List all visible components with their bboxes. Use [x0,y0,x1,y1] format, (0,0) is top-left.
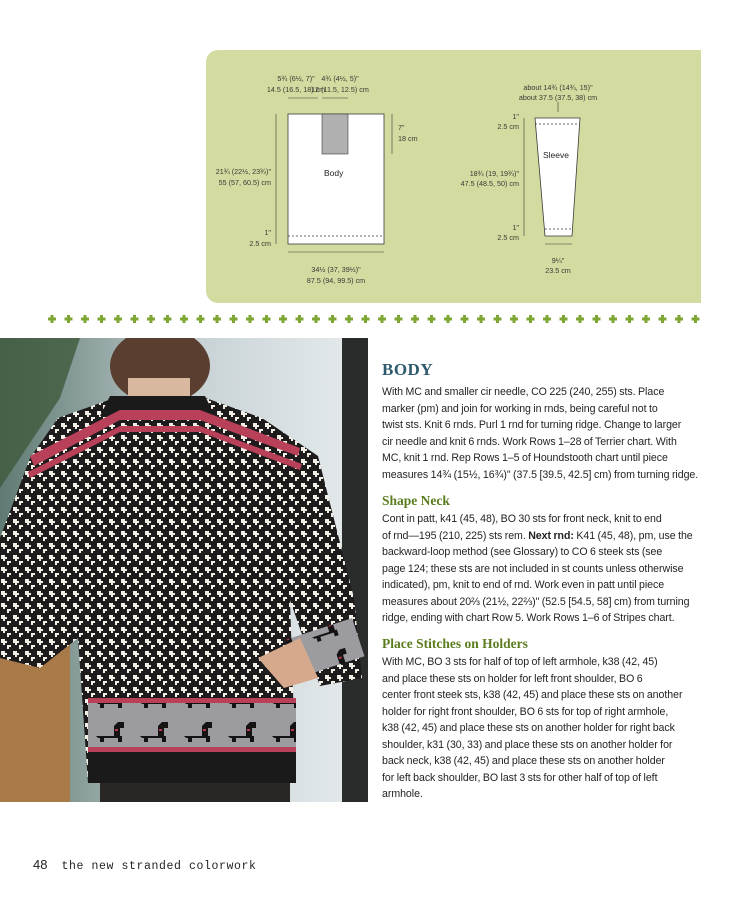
holders-line: holder for right front shoulder, BO 6 sts for top of right armhole, [382,705,669,718]
body-neck-width-cm: 12 (11.5, 12.5) cm [311,85,369,94]
sleeve-cuff-in: 1" [512,223,519,232]
cross-ornament [609,315,617,323]
cross-ornament [560,315,568,323]
cross-ornament [494,315,502,323]
cross-ornament [213,315,221,323]
cross-ornament [81,315,89,323]
body-instructions [382,384,704,483]
sleeve-outline [535,118,580,236]
cross-ornament [395,315,403,323]
next-rnd-label: Next rnd: [528,529,574,542]
shape-neck-line-pre: of rnd—195 (210, 225) sts rem. [382,529,529,542]
holders-line: center front steek sts, k38 (42, 45) and place these sts on another [382,689,683,701]
body-width-cm: 87.5 (94, 99.5) cm [306,276,366,285]
sleeve-top-width-cm: about 37.5 (37.5, 38) cm [518,93,598,102]
cross-ornament [675,315,683,323]
shape-neck-line: page 124; these sts are not included in st counts unless otherwise [382,562,684,575]
cross-ornament [444,315,452,323]
cross-ornament [378,315,386,323]
cross-ornament [230,315,238,323]
body-line: marker (pm) and join for working in rnds, being careful not to [382,402,658,415]
cross-ornament [246,315,254,323]
page-number: 48 [33,857,48,872]
shape-neck-line: measures about 20⅔ (21½, 22⅔)" (52.5 [54.5, 58] cm) from turning [382,595,690,608]
sleeve-cuff-cm: 2.5 cm [497,233,519,242]
cross-ornament [65,315,73,323]
sleeve-facing-cm: 2.5 cm [497,122,519,131]
shape-neck-line [382,528,704,545]
cross-ornament [197,315,205,323]
body-line: twist sts. Knit 6 rnds. Purl 1 rnd for turning ridge. Change to larger [382,419,682,431]
body-width-in: 34½ (37, 39½)" [311,265,361,274]
cross-ornament [180,315,188,323]
cross-ornament [345,315,353,323]
shape-neck-line: backward-loop method (see Glossary) to CO 6 steek sts (see [382,546,663,558]
holders-line: k38 (42, 45) and place these sts on another holder for right back [382,722,675,734]
cross-ornament [263,315,271,323]
body-heading: BODY [382,360,434,379]
shape-neck-line: ridge, ending with chart Row 5. Work Rows 1–6 of Stripes chart. [382,612,675,624]
holders-line: With MC, BO 3 sts for half of top of left armhole, k38 (42, 45) [382,656,658,668]
holders-instructions [382,654,704,803]
cross-ornament [543,315,551,323]
holders-line: for left back shoulder, BO last 3 sts for other half of top of left [382,771,658,784]
cross-ornament [477,315,485,323]
cross-border [48,313,708,327]
cross-ornament [312,315,320,323]
cross-ornament [593,315,601,323]
body-hem-cm: 2.5 cm [249,239,271,248]
body-length-in: 21¾ (22½, 23¾)" [215,167,271,176]
cross-ornament [510,315,518,323]
body-hem-in: 1" [264,228,271,237]
holders-line: shoulder, k31 (30, 33) and place these sts on another holder for [382,738,673,751]
body-neck-width-in: 4¾ (4½, 5)" [321,74,359,83]
cross-ornament [296,315,304,323]
sleeve-facing-in: 1" [512,112,519,121]
body-line: cir needle and knit 6 rnds. Work Rows 1–28 of Terrier chart. With [382,435,677,448]
schematic-panel [206,50,701,303]
body-top-width-cm: 14.5 (16.5, 18) cm [266,85,326,94]
cross-ornament [411,315,419,323]
neck-steek [322,114,348,154]
cross-ornament [131,315,139,323]
body-neck-depth-in: 7" [398,123,405,132]
cross-ornament [642,315,650,323]
cross-ornament [527,315,535,323]
body-top-width-in: 5¾ (6½, 7)" [277,74,315,83]
body-neck-depth-cm: 18 cm [398,134,418,143]
cross-ornament [659,315,667,323]
book-title: the new stranded colorwork [61,860,257,873]
sleeve-bottom-width-cm: 23.5 cm [545,266,571,275]
sleeve-length-cm: 47.5 (48.5, 50) cm [460,179,519,188]
body-line: MC, knit 1 rnd. Rep Rows 1–5 of Houndstooth chart until piece [382,452,668,464]
cross-ornament [114,315,122,323]
cross-ornament [626,315,634,323]
page-footer [33,857,257,873]
body-line: With MC and smaller cir needle, CO 225 (240, 255) sts. Place [382,386,665,398]
sweater-photo [0,338,368,802]
body-label: Body [324,168,344,178]
shape-neck-line: Cont in patt, k41 (45, 48), BO 30 sts for front neck, knit to end [382,513,662,525]
cross-ornament [164,315,172,323]
cross-ornament [147,315,155,323]
cross-ornament [362,315,370,323]
holders-line: and place these sts on holder for left front shoulder, BO 6 [382,672,643,685]
holders-heading: Place Stitches on Holders [382,636,528,651]
cross-ornament [576,315,584,323]
schematic-drawing [206,50,701,303]
body-length-cm: 55 (57, 60.5) cm [218,178,271,187]
body-line: measures 14¾ (15½, 16¾)" (37.5 [39.5, 42.5] cm) from turning ridge. [382,468,699,481]
shape-neck-line-post: K41 (45, 48), pm, use the [573,529,693,542]
cross-ornament [428,315,436,323]
cross-ornament [461,315,469,323]
sleeve-bottom-width-in: 9¼" [551,256,565,265]
cross-ornament [48,315,56,323]
sleeve-length-in: 18¾ (19, 19¾)" [469,169,519,178]
cross-ornament [692,315,700,323]
cross-ornament [329,315,337,323]
sleeve-label: Sleeve [543,150,569,160]
shape-neck-line: indicated), pm, knit to end of rnd. Work even in patt until piece [382,579,665,591]
shape-neck-instructions [382,511,704,627]
shape-neck-heading: Shape Neck [382,493,450,508]
holders-line: armhole. [382,788,423,800]
cross-ornament [98,315,106,323]
sleeve-top-width-in: about 14¾ (14¾, 15)" [523,83,593,92]
holders-line: back neck, k38 (42, 45) and place these sts on another holder [382,755,665,767]
cross-ornament [279,315,287,323]
